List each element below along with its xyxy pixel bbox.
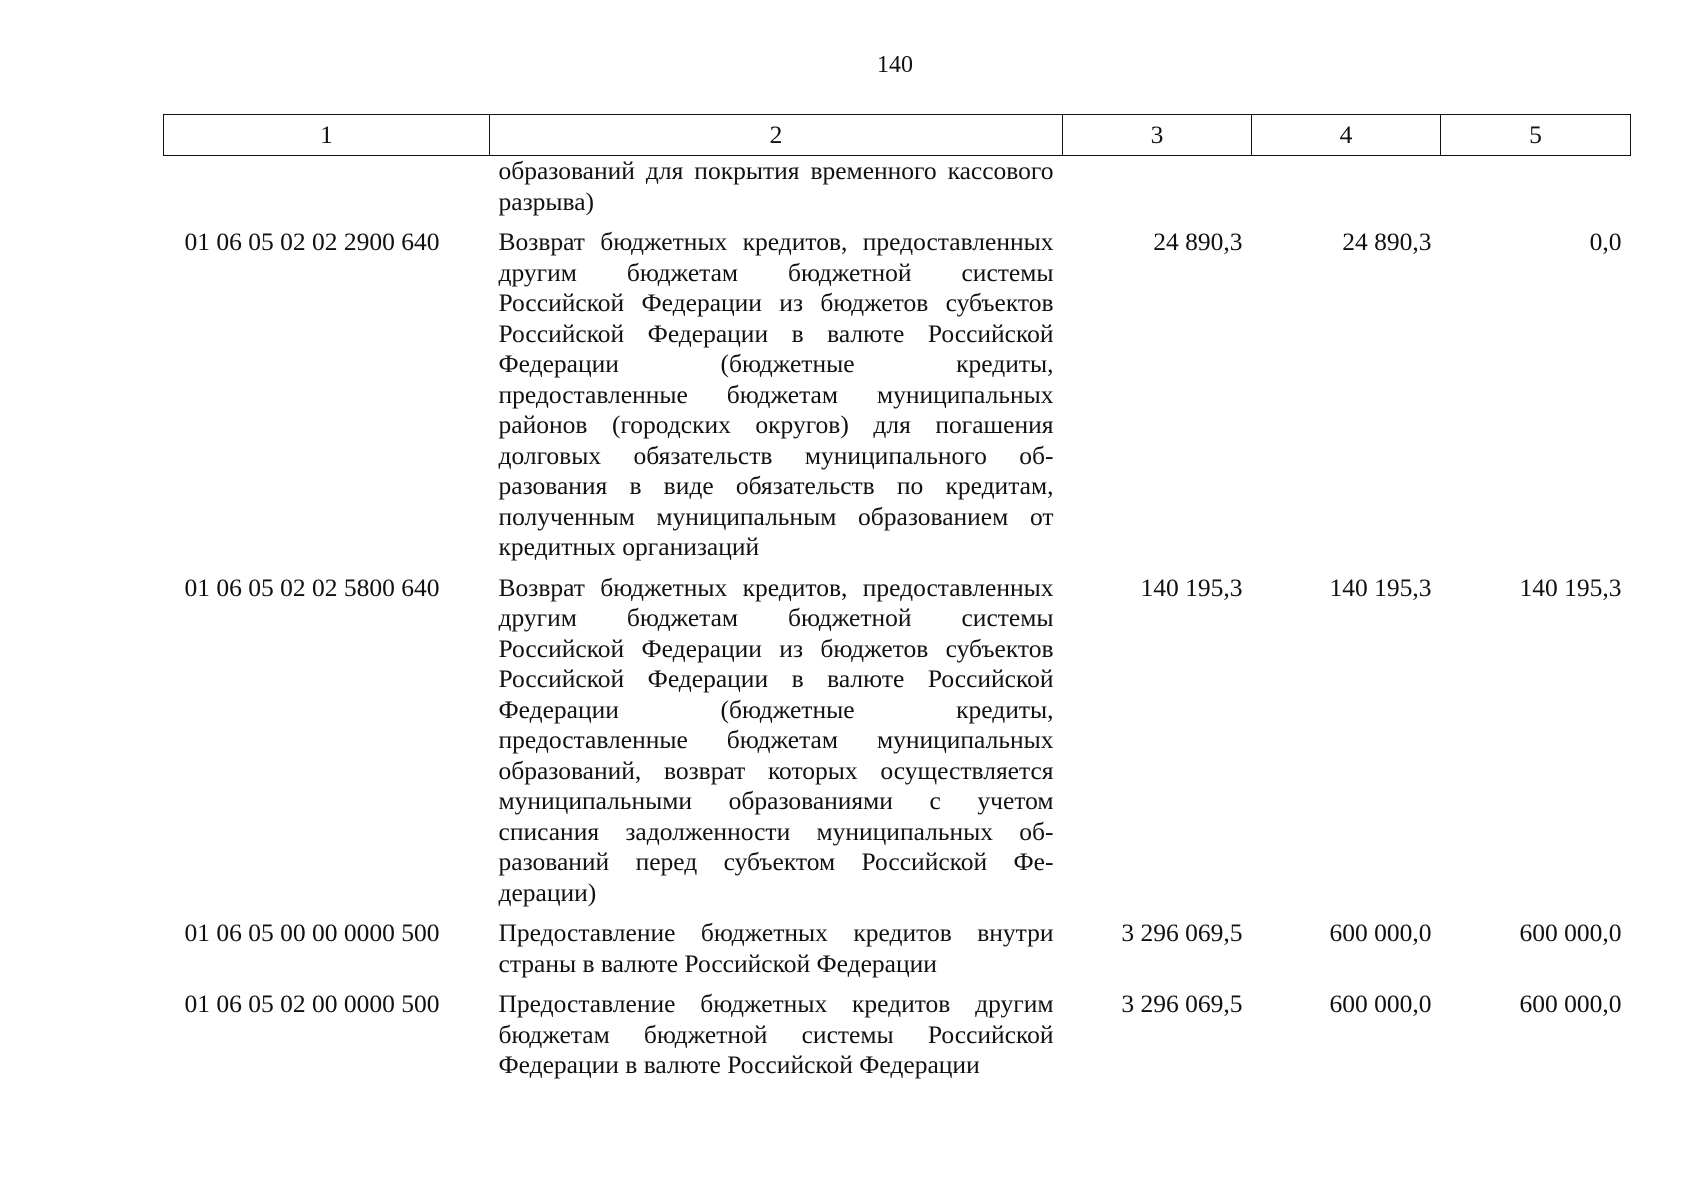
column-header-1: 1 [164,115,490,156]
value-cell-5 [1441,156,1631,222]
value-cell-3: 24 890,3 [1153,227,1243,256]
table-header-row [164,115,1631,156]
table-row [164,912,1631,983]
value-cell-5: 600 000,0 [1519,918,1622,947]
code-cell: 01 06 05 02 02 2900 640 [184,227,440,256]
value-cell-5: 0,0 [1589,227,1622,256]
code-cell: 01 06 05 02 00 0000 500 [184,989,440,1018]
value-cell-3 [1063,156,1252,222]
column-header-2: 2 [490,115,1063,156]
value-cell-3: 140 195,3 [1140,572,1243,602]
column-header-5: 5 [1441,115,1631,156]
table-row [164,221,1631,567]
value-cell-5: 140 195,3 [1519,572,1622,602]
description-cell: Предоставление бюджетных кредитов другим бюджетам бюджетной системы Российской Федерации в валюте Российской Федерации [498,989,1054,1079]
table-row [164,983,1631,1085]
code-cell: 01 06 05 02 02 5800 640 [184,572,440,602]
value-cell-3: 3 296 069,5 [1121,918,1243,947]
budget-table [163,114,1631,1085]
value-cell-5: 600 000,0 [1519,989,1622,1018]
value-cell-3: 3 296 069,5 [1121,989,1243,1018]
description-cell: Предоставление бюджетных кредитов внутри страны в валюте Российской Федерации [498,918,1054,978]
column-header-4: 4 [1252,115,1441,156]
value-cell-4: 140 195,3 [1329,572,1432,602]
value-cell-4: 600 000,0 [1329,918,1432,947]
description-cell: образований для покрытия временного кассового разрыва) [498,156,1054,216]
code-cell: 01 06 05 00 00 0000 500 [184,918,440,947]
table-row-continuation [164,156,1631,222]
description-cell: Возврат бюджетных кредитов, предоставленных другим бюджетам бюджетной системы Российской Федерации из бюджетов субъектов Российской Федерации в валюте Российской Федерации (бюджетные кредиты, предоставленные бюджетам муниципальных образований, возврат которых осуществляется муниципальными образованиями с учетом списания задолженности муниципальных образований перед субъектом Российской Федерации) [498,572,1054,907]
description-cell: Возврат бюджетных кредитов, предоставленных другим бюджетам бюджетной системы Российской Федерации из бюджетов субъектов Российской Федерации в валюте Российской Федерации (бюджетные кредиты, предоставленные бюджетам муниципальных районов (городских округов) для погашения долговых обязательств муниципального образования в виде обязательств по кредитам, полученным муниципальным образованием от кредитных организаций [498,227,1054,561]
table-row [164,567,1631,913]
column-header-3: 3 [1063,115,1252,156]
value-cell-4: 24 890,3 [1342,227,1432,256]
value-cell-4: 600 000,0 [1329,989,1432,1018]
code-cell [164,156,490,222]
value-cell-4 [1252,156,1441,222]
page-number: 140 [877,52,913,78]
